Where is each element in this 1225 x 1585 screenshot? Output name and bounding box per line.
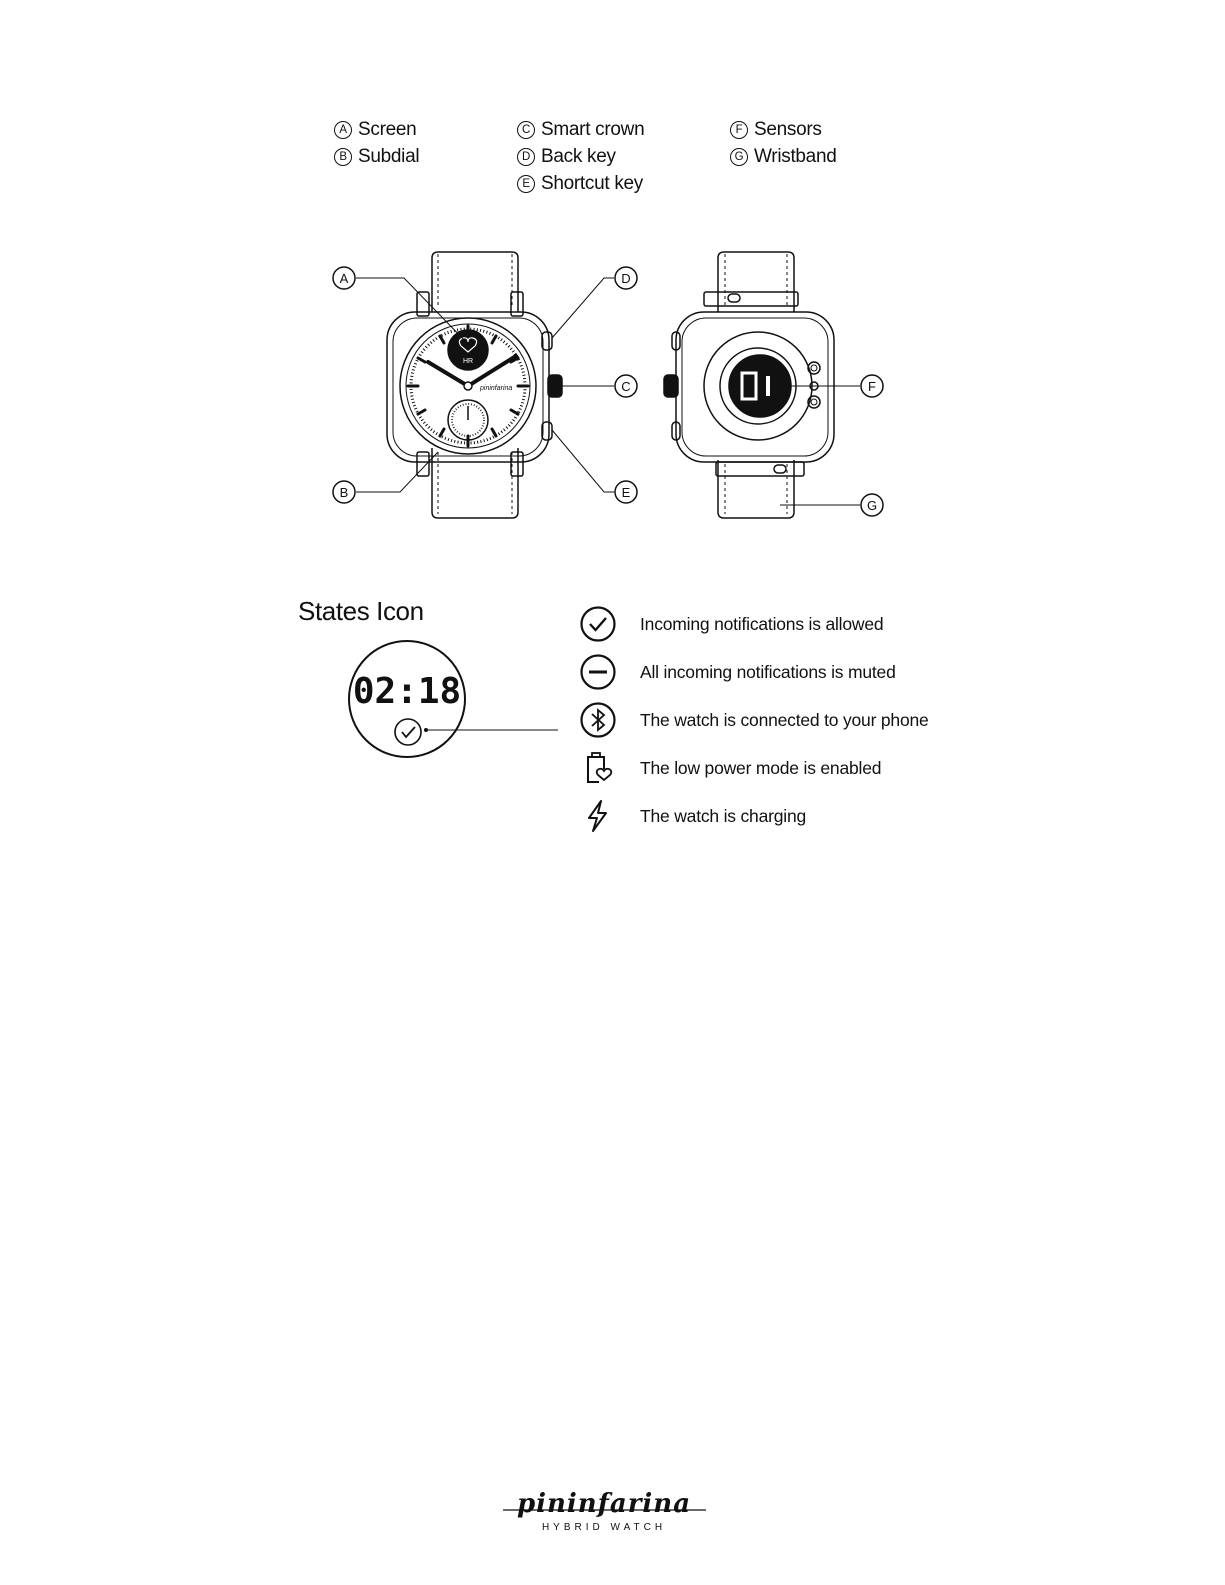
strap-stitching — [725, 464, 787, 514]
check-circle-icon — [395, 719, 421, 745]
strap-stitching — [438, 254, 512, 308]
state-label: The watch is connected to your phone — [640, 709, 929, 730]
legend-column-1 — [334, 116, 419, 170]
strap-keeper — [716, 462, 804, 476]
legend-column-2 — [517, 116, 644, 197]
callout-letter: F — [868, 379, 876, 394]
callout-letter: G — [866, 498, 878, 513]
quick-release-pin — [728, 294, 740, 302]
callout-letter: A — [339, 271, 349, 286]
legend-label: Wristband — [754, 145, 837, 167]
state-row-charging — [578, 796, 806, 836]
charging-contact-center — [811, 399, 817, 405]
state-row-low-power — [578, 748, 881, 788]
lightning-icon — [578, 796, 618, 836]
check-circle-icon — [578, 604, 618, 644]
legend-label: Shortcut key — [541, 172, 644, 194]
legend-label: Sensors — [754, 118, 822, 140]
state-row-bluetooth — [578, 700, 929, 740]
back-strap-bottom — [718, 460, 794, 518]
states-title: States Icon — [298, 596, 424, 626]
letter-badge: F — [730, 121, 748, 139]
clock-time: 02:18 — [352, 671, 462, 712]
legend-column-3 — [730, 116, 837, 170]
quick-release-pin — [774, 465, 786, 473]
hand-pinion — [464, 382, 472, 390]
legend-label: Screen — [358, 118, 417, 140]
callout-letter: B — [339, 485, 349, 500]
states-clock-diagram — [340, 640, 580, 770]
state-label: The low power mode is enabled — [640, 757, 882, 778]
minus-circle-icon — [578, 652, 618, 692]
legend-item-g — [730, 143, 837, 170]
screen-text: HR — [462, 358, 474, 365]
legend-label: Smart crown — [541, 118, 645, 140]
logo-wordmark: pininfarina — [516, 1492, 692, 1519]
bluetooth-icon — [578, 700, 618, 740]
state-label: All incoming notifications is muted — [640, 661, 896, 682]
letter-badge: A — [334, 121, 352, 139]
letter-badge: D — [517, 148, 535, 166]
charging-contact-center — [811, 365, 817, 371]
callout-letter: D — [621, 271, 631, 286]
legend-item-e — [517, 170, 644, 197]
pininfarina-logo — [497, 1492, 712, 1537]
dial-brand: pininfarina — [480, 385, 513, 392]
callout-markers — [333, 267, 883, 516]
legend-label: Back key — [541, 145, 616, 167]
watch-diagram — [320, 240, 900, 530]
letter-badge: E — [517, 175, 535, 193]
back-strap-top — [718, 252, 794, 312]
sensor-window — [729, 355, 791, 417]
front-strap-bottom — [432, 448, 518, 518]
state-row-allowed — [578, 604, 883, 644]
legend-item-c — [517, 116, 644, 143]
logo-subtitle: HYBRID WATCH — [541, 1522, 667, 1533]
low-power-battery-icon — [578, 748, 618, 788]
state-label: Incoming notifications is allowed — [640, 613, 884, 634]
legend-item-f — [730, 116, 837, 143]
letter-badge: G — [730, 148, 748, 166]
watch-back — [664, 252, 834, 518]
charging-contact — [808, 362, 820, 374]
legend-item-a — [334, 116, 419, 143]
strap-stitching — [725, 254, 787, 308]
sensor-led — [766, 376, 770, 396]
callout-letter: C — [621, 379, 631, 394]
legend-label: Subdial — [358, 145, 420, 167]
pointer-dot — [424, 728, 428, 732]
state-row-muted — [578, 652, 896, 692]
smart-crown-back — [664, 375, 678, 397]
legend-item-d — [517, 143, 644, 170]
callout-letter: E — [621, 485, 631, 500]
state-label: The watch is charging — [640, 805, 807, 826]
legend-item-b — [334, 143, 419, 170]
smart-crown — [548, 375, 562, 397]
letter-badge: B — [334, 148, 352, 166]
check-mark — [402, 727, 415, 737]
front-strap-top — [432, 252, 518, 312]
letter-badge: C — [517, 121, 535, 139]
